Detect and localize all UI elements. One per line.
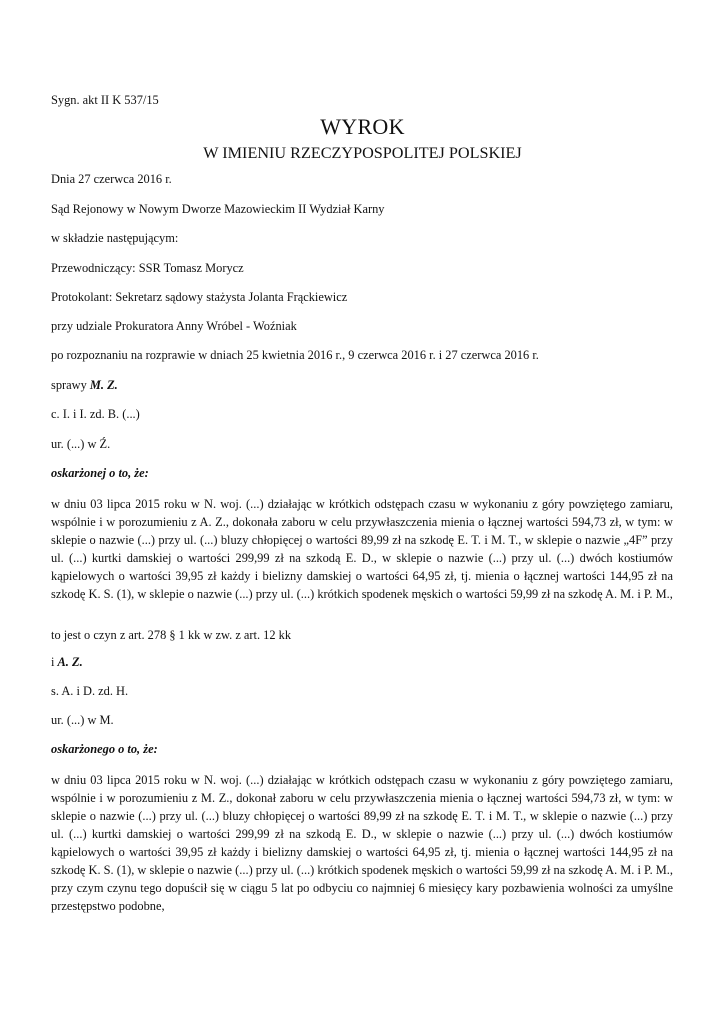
court-name: Sąd Rejonowy w Nowym Dworze Mazowieckim II Wydział Karny [51, 202, 385, 216]
defendant-2-name: A. Z. [57, 655, 83, 669]
defendant-2-parents: s. A. i D. zd. H. [51, 684, 129, 698]
judgment-subtitle: W IMIENIU RZECZYPOSPOLITEJ POLSKIEJ [203, 144, 522, 162]
defendant-2-birth: ur. (...) w M. [51, 713, 114, 727]
defendant-2-charge-text: w dniu 03 lipca 2015 roku w N. woj. (...) działając w krótkich odstępach czasu w wykonaniu z góry powziętego zamiaru, wspólnie i w porozumieniu z M. Z., dokonał zaboru w celu przywłaszczenia mienia o łącznej wartości 594,73 zł, w tym: w sklepie o nazwie (...) przy ul. (...) bluzy chłopięcej o wartości 89,99 zł na szkodę E. T. i M. T., w sklepie o nazwie (...) przy ul. (...) kurtki damskiej o wartości 299,99 zł na szkodą E. D., w sklepie o nazwie (...) przy ul. (...) dwóch kostiumów kąpielowych o wartości 39,95 zł każdy i bielizny damskiej o wartości 64,95 zł, tj. mienia o łącznej wartości 144,95 zł na szkodę K. S. (1), w sklepie o nazwie (...) przy ul. (...) krótkich spodenek męskich o wartości 59,99 zł na szkodę A. M. i P. M., przy czym czynu tego dopuścił się w ciągu 5 lat po odbyciu co najmniej 6 miesięcy kary pozbawienia wolności za umyślne przestępstwo podobne, [51, 773, 673, 913]
defendant-1-charge-heading: oskarżonej o to, że: [51, 466, 149, 480]
defendant-2-prefix: i [51, 655, 58, 669]
case-prefix: sprawy [51, 378, 90, 392]
defendant-1-parents: c. I. i I. zd. B. (...) [51, 407, 140, 421]
defendant-2-charge-heading: oskarżonego o to, że: [51, 742, 158, 756]
judgment-title: WYROK [320, 114, 405, 139]
presiding-judge: Przewodniczący: SSR Tomasz Morycz [51, 261, 244, 275]
judgment-date: Dnia 27 czerwca 2016 r. [51, 172, 172, 186]
defendant-2-header [51, 655, 83, 670]
defendant-1-birth: ur. (...) w Ź. [51, 437, 111, 451]
hearing-dates: po rozpoznaniu na rozprawie w dniach 25 kwietnia 2016 r., 9 czerwca 2016 r. i 27 czerwca 2016 r. [51, 348, 539, 362]
defendant-1-article: to jest o czyn z art. 278 § 1 kk w zw. z art. 12 kk [51, 628, 292, 642]
court-clerk: Protokolant: Sekretarz sądowy stażysta Jolanta Frąckiewicz [51, 290, 348, 304]
case-of-defendant-1 [51, 378, 118, 393]
prosecutor: przy udziale Prokuratora Anny Wróbel - Woźniak [51, 319, 297, 333]
defendant-1-charge-text: w dniu 03 lipca 2015 roku w N. woj. (...) działając w krótkich odstępach czasu w wykonaniu z góry powziętego zamiaru, wspólnie i w porozumieniu z A. Z., dokonała zaboru w celu przywłaszczenia mienia o łącznej wartości 594,73 zł, w tym: w sklepie o nazwie (...) przy ul. (...) bluzy chłopięcej o wartości 89,99 zł na szkodę E. T. i M. T., w sklepie o nazwie „4F” przy ul. (...) kurtki damskiej o wartości 299,99 zł na szkodą E. D., w sklepie o nazwie (...) przy ul. (...) dwóch kostiumów kąpielowych o wartości 39,95 zł każdy i bielizny damskiej o wartości 64,95 zł, tj. mienia o łącznej wartości 144,95 zł na szkodę K. S. (1), w sklepie o nazwie (...) przy ul. (...) krótkich spodenek męskich o wartości 59,99 zł na szkodę A. M. i P. M., [51, 497, 673, 601]
defendant-1-name: M. Z. [89, 378, 118, 392]
case-signature: Sygn. akt II K 537/15 [51, 93, 159, 107]
court-composition: w składzie następującym: [51, 231, 179, 245]
